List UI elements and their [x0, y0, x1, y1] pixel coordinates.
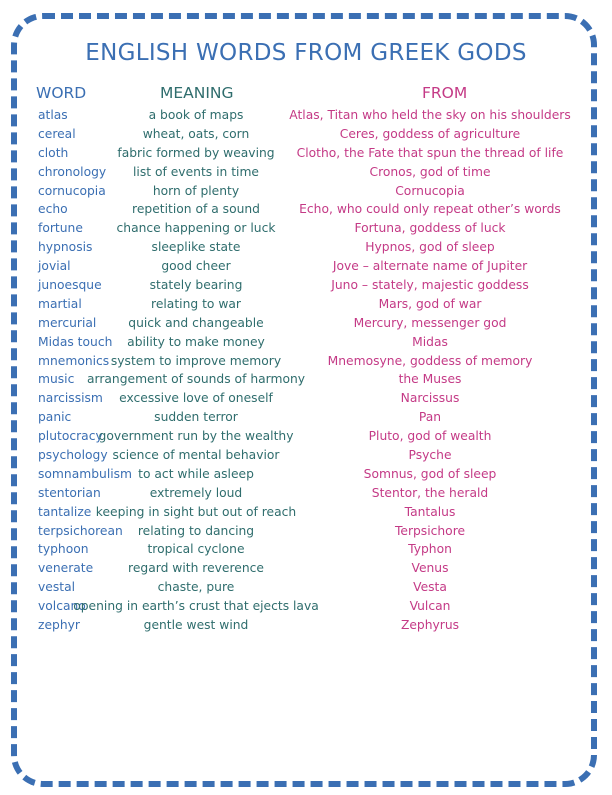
table-row: [0, 276, 612, 295]
table-row: [0, 295, 612, 314]
from-text: Terpsichore: [394, 523, 466, 538]
word-cell: cloth: [38, 145, 69, 160]
meaning-text: gentle west wind: [143, 618, 249, 633]
word-cell: Midas touch: [38, 334, 113, 349]
table-row: [0, 238, 612, 257]
word-cell: jovial: [38, 259, 71, 274]
word-cell: vestal: [38, 580, 76, 595]
word-cell: music: [38, 372, 75, 387]
meaning-text: fabric formed by weaving: [117, 145, 275, 160]
column-header-word: WORD: [36, 84, 87, 102]
from-text: Pan: [418, 410, 442, 425]
meaning-text: wheat, oats, corn: [142, 126, 250, 141]
table-row: [0, 465, 612, 484]
word-cell: mercurial: [38, 315, 97, 330]
table-row: [0, 427, 612, 446]
table-row: [0, 484, 612, 503]
meaning-text: excessive love of oneself: [119, 391, 273, 406]
table-row: [0, 352, 612, 371]
meaning-text: chance happening or luck: [116, 221, 276, 236]
from-text: Vesta: [413, 580, 447, 595]
word-cell: hypnosis: [38, 240, 93, 255]
from-text: Somnus, god of sleep: [363, 466, 497, 481]
meaning-text: sleeplike state: [151, 240, 241, 255]
meaning-text: system to improve memory: [110, 353, 282, 368]
meaning-text: good cheer: [161, 259, 231, 274]
table-row: [0, 503, 612, 522]
from-text: Cornucopia: [395, 183, 465, 198]
word-cell: venerate: [38, 561, 94, 576]
meaning-text: list of events in time: [133, 164, 259, 179]
meaning-text: government run by the wealthy: [98, 429, 294, 444]
from-text: Fortuna, goddess of luck: [354, 221, 506, 236]
word-cell: atlas: [38, 108, 68, 122]
word-cell: cornucopia: [38, 183, 106, 198]
table-row: [0, 540, 612, 559]
from-text: Pluto, god of wealth: [368, 429, 492, 444]
table-row: [0, 333, 612, 352]
from-text: Venus: [411, 561, 449, 576]
table-row: [0, 446, 612, 465]
from-text: Vulcan: [409, 599, 451, 614]
table-row: [0, 144, 612, 163]
column-header-meaning: MEANING: [160, 84, 234, 102]
from-text: Juno – stately, majestic goddess: [331, 278, 529, 293]
meaning-text: extremely loud: [149, 485, 243, 500]
from-text: Jove – alternate name of Jupiter: [332, 259, 528, 274]
meaning-text: horn of plenty: [152, 183, 240, 198]
word-cell: somnambulism: [38, 466, 133, 481]
from-text: Typhon: [408, 542, 452, 557]
from-text: Ceres, goddess of agriculture: [339, 126, 521, 141]
table-row: [0, 559, 612, 578]
from-text: Psyche: [408, 448, 452, 463]
from-text: Narcissus: [400, 391, 460, 406]
word-cell: mnemonics: [38, 353, 110, 368]
word-cell: chronology: [38, 164, 107, 179]
word-cell: junoesque: [38, 278, 102, 293]
from-text: Tantalus: [404, 504, 456, 519]
meaning-text: relating to dancing: [137, 523, 255, 538]
table-row: [0, 408, 612, 427]
word-cell: echo: [38, 202, 68, 217]
page-title: ENGLISH WORDS FROM GREEK GODS: [85, 40, 527, 66]
word-cell: zephyr: [38, 618, 80, 633]
table-row: [0, 163, 612, 182]
meaning-text: repetition of a sound: [132, 202, 260, 217]
from-text: Zephyrus: [400, 618, 460, 633]
table-row: [0, 106, 612, 125]
meaning-text: sudden terror: [154, 410, 238, 425]
table-row: [0, 182, 612, 201]
word-cell: stentorian: [38, 485, 101, 500]
table-row: [0, 616, 612, 635]
from-text: Clotho, the Fate that spun the thread of life: [296, 145, 564, 160]
from-text: Mercury, messenger god: [353, 315, 507, 330]
from-text: Hypnos, god of sleep: [365, 240, 495, 255]
word-cell: cereal: [38, 126, 76, 141]
word-cell: martial: [38, 296, 82, 311]
table-row: [0, 578, 612, 597]
from-text: Mnemosyne, goddess of memory: [327, 353, 533, 368]
from-text: Stentor, the herald: [371, 485, 489, 500]
word-cell: narcissism: [38, 391, 103, 406]
word-cell: terpsichorean: [38, 523, 123, 538]
word-cell: volcano: [38, 599, 86, 614]
table-row: [0, 389, 612, 408]
from-text: Mars, god of war: [378, 296, 482, 311]
word-cell: fortune: [38, 221, 83, 236]
meaning-text: regard with reverence: [128, 561, 264, 576]
word-cell: plutocracy: [38, 429, 103, 444]
from-text: Atlas, Titan who held the sky on his shoulders: [289, 108, 571, 122]
from-text: Cronos, god of time: [369, 164, 491, 179]
meaning-text: relating to war: [151, 296, 241, 311]
table-row: [0, 522, 612, 541]
table-row: [0, 314, 612, 333]
table-row: [0, 370, 612, 389]
word-cell: psychology: [38, 448, 108, 463]
word-cell: tantalize: [38, 504, 92, 519]
meaning-text: quick and changeable: [128, 315, 264, 330]
meaning-text: opening in earth’s crust that ejects lava: [73, 599, 319, 614]
meaning-text: arrangement of sounds of harmony: [86, 372, 306, 387]
column-header-from: FROM: [422, 84, 468, 102]
table-row: [0, 597, 612, 616]
word-table: [0, 106, 612, 635]
meaning-text: stately bearing: [149, 278, 243, 293]
word-cell: typhoon: [38, 542, 89, 557]
table-row: [0, 219, 612, 238]
table-row: [0, 257, 612, 276]
from-text: the Muses: [398, 372, 462, 387]
meaning-text: a book of maps: [148, 108, 244, 122]
meaning-text: to act while asleep: [138, 466, 254, 481]
meaning-text: keeping in sight but out of reach: [95, 504, 297, 519]
from-text: Midas: [412, 334, 448, 349]
table-row: [0, 200, 612, 219]
from-text: Echo, who could only repeat other’s words: [299, 202, 561, 217]
meaning-text: science of mental behavior: [112, 448, 280, 463]
meaning-text: chaste, pure: [157, 580, 235, 595]
meaning-text: tropical cyclone: [147, 542, 245, 557]
table-row: [0, 125, 612, 144]
word-cell: panic: [38, 410, 72, 425]
meaning-text: ability to make money: [127, 334, 265, 349]
